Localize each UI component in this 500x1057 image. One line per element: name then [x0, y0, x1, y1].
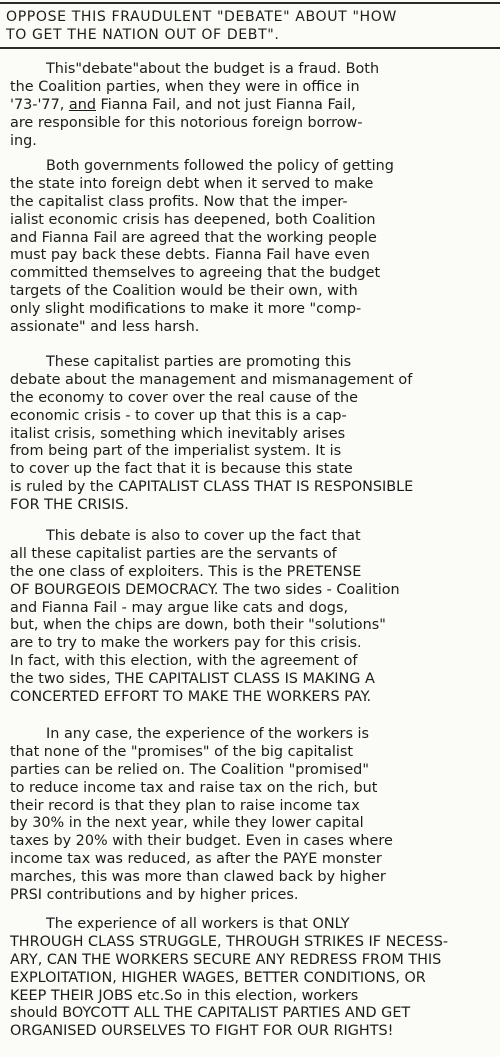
- paragraph-5-line: parties can be relied on. The Coalition "promised": [10, 761, 369, 778]
- paragraph-3-line: italist crisis, something which inevitably arises: [10, 425, 346, 442]
- paragraph-6-line: ORGANISED OURSELVES TO FIGHT FOR OUR RIGHTS!: [10, 1023, 394, 1040]
- paragraph-3-line: economic crisis - to cover up that this is a cap-: [10, 407, 347, 424]
- paragraph-2-line: committed themselves to agreeing that the budget: [10, 265, 381, 282]
- paragraph-2: [10, 158, 496, 337]
- paragraph-1-line: This"debate"about the budget is a fraud. Both: [46, 61, 380, 77]
- paragraph-3-line: FOR THE CRISIS.: [10, 497, 129, 514]
- paragraph-5-line: PRSI contributions and by higher prices.: [10, 887, 299, 904]
- paragraph-1-line-part: Fianna Fail, and not just Fianna Fail,: [95, 96, 356, 113]
- paragraph-1-line-part: '73-'77,: [10, 96, 69, 113]
- paragraph-6-line: THROUGH CLASS STRUGGLE, THROUGH STRIKES IF NECESS-: [10, 933, 449, 950]
- paragraph-5-line: their record is that they plan to raise income tax: [10, 797, 360, 814]
- paragraph-5-line: In any case, the experience of the workers is: [46, 726, 370, 742]
- paragraph-2-line: only slight modifications to make it more "comp-: [10, 301, 362, 318]
- paragraph-4-line: all these capitalist parties are the servants of: [10, 545, 337, 562]
- paragraph-6: [10, 916, 496, 1041]
- paragraph-2-line: the state into foreign debt when it served to make: [10, 175, 374, 192]
- paragraph-5-line: that none of the "promises" of the big capitalist: [10, 743, 354, 760]
- paragraph-6-line: EXPLOITATION, HIGHER WAGES, BETTER CONDITIONS, OR: [10, 969, 426, 986]
- paragraph-5-line: by 30% in the next year, while they lower capital: [10, 815, 364, 832]
- paragraph-6-line: should BOYCOTT ALL THE CAPITALIST PARTIES AND GET: [10, 1005, 411, 1022]
- paragraph-1: [10, 61, 496, 150]
- title-line-1: OPPOSE THIS FRAUDULENT "DEBATE" ABOUT "HOW: [6, 9, 397, 25]
- top-rule: [0, 2, 500, 4]
- paragraph-4-line: This debate is also to cover up the fact that: [46, 528, 361, 544]
- paragraph-5-line: taxes by 20% with their budget. Even in cases where: [10, 833, 393, 850]
- paragraph-5-line: to reduce income tax and raise tax on the rich, but: [10, 779, 378, 796]
- paragraph-5-line: marches, this was more than clawed back by higher: [10, 869, 386, 886]
- paragraph-6-line: ARY, CAN THE WORKERS SECURE ANY REDRESS FROM THIS: [10, 951, 442, 968]
- paragraph-1-line: are responsible for this notorious foreign borrow-: [10, 114, 363, 131]
- page-title: [6, 8, 494, 44]
- paragraph-2-line: the capitalist class profits. Now that the imper-: [10, 193, 348, 210]
- paragraph-6-line: The experience of all workers is that ONLY: [46, 916, 350, 932]
- title-underline-rule: [0, 47, 500, 49]
- paragraph-2-line: targets of the Coalition would be their own, with: [10, 283, 358, 300]
- paragraph-3-line: to cover up the fact that it is because this state: [10, 461, 353, 478]
- paragraph-2-line: ialist economic crisis has deepened, both Coalition: [10, 211, 376, 228]
- paragraph-6-line: KEEP THEIR JOBS etc.So in this election, workers: [10, 987, 359, 1004]
- paragraph-4-line: the one class of exploiters. This is the PRETENSE: [10, 563, 362, 580]
- paragraph-5: [10, 726, 496, 905]
- paragraph-1-line: the Coalition parties, when they were in office in: [10, 78, 360, 95]
- paragraph-1-line: [10, 97, 496, 115]
- paragraph-2-line: must pay back these debts. Fianna Fail have even: [10, 247, 370, 264]
- paragraph-4-line: the two sides, THE CAPITALIST CLASS IS MAKING A: [10, 671, 375, 688]
- title-line-2: TO GET THE NATION OUT OF DEBT".: [6, 27, 280, 43]
- paragraph-2-line: and Fianna Fail are agreed that the working people: [10, 229, 377, 246]
- paragraph-4-line: but, when the chips are down, both their "solutions": [10, 617, 386, 634]
- paragraph-4-line: OF BOURGEOIS DEMOCRACY. The two sides - Coalition: [10, 581, 400, 598]
- paragraph-4-line: are to try to make the workers pay for this crisis.: [10, 635, 362, 652]
- paragraph-5-line: income tax was reduced, as after the PAYE monster: [10, 851, 382, 868]
- paragraph-4-line: In fact, with this election, with the agreement of: [10, 653, 358, 670]
- paragraph-3-line: the economy to cover over the real cause of the: [10, 389, 358, 406]
- underlined-word: and: [68, 96, 96, 113]
- paragraph-1-line: ing.: [10, 132, 37, 149]
- paragraph-3-line: debate about the management and mismanagement of: [10, 371, 413, 388]
- paragraph-2-line: Both governments followed the policy of getting: [46, 158, 394, 174]
- paragraph-3-line: is ruled by the CAPITALIST CLASS THAT IS RESPONSIBLE: [10, 479, 414, 496]
- paragraph-4-line: CONCERTED EFFORT TO MAKE THE WORKERS PAY.: [10, 689, 372, 706]
- paragraph-3-line: These capitalist parties are promoting this: [46, 354, 352, 370]
- paragraph-2-line: assionate" and less harsh.: [10, 319, 200, 336]
- paragraph-3: [10, 354, 496, 515]
- paragraph-4-line: and Fianna Fail - may argue like cats and dogs,: [10, 599, 349, 616]
- paragraph-3-line: from being part of the imperialist system. It is: [10, 443, 342, 460]
- paragraph-4: [10, 528, 496, 707]
